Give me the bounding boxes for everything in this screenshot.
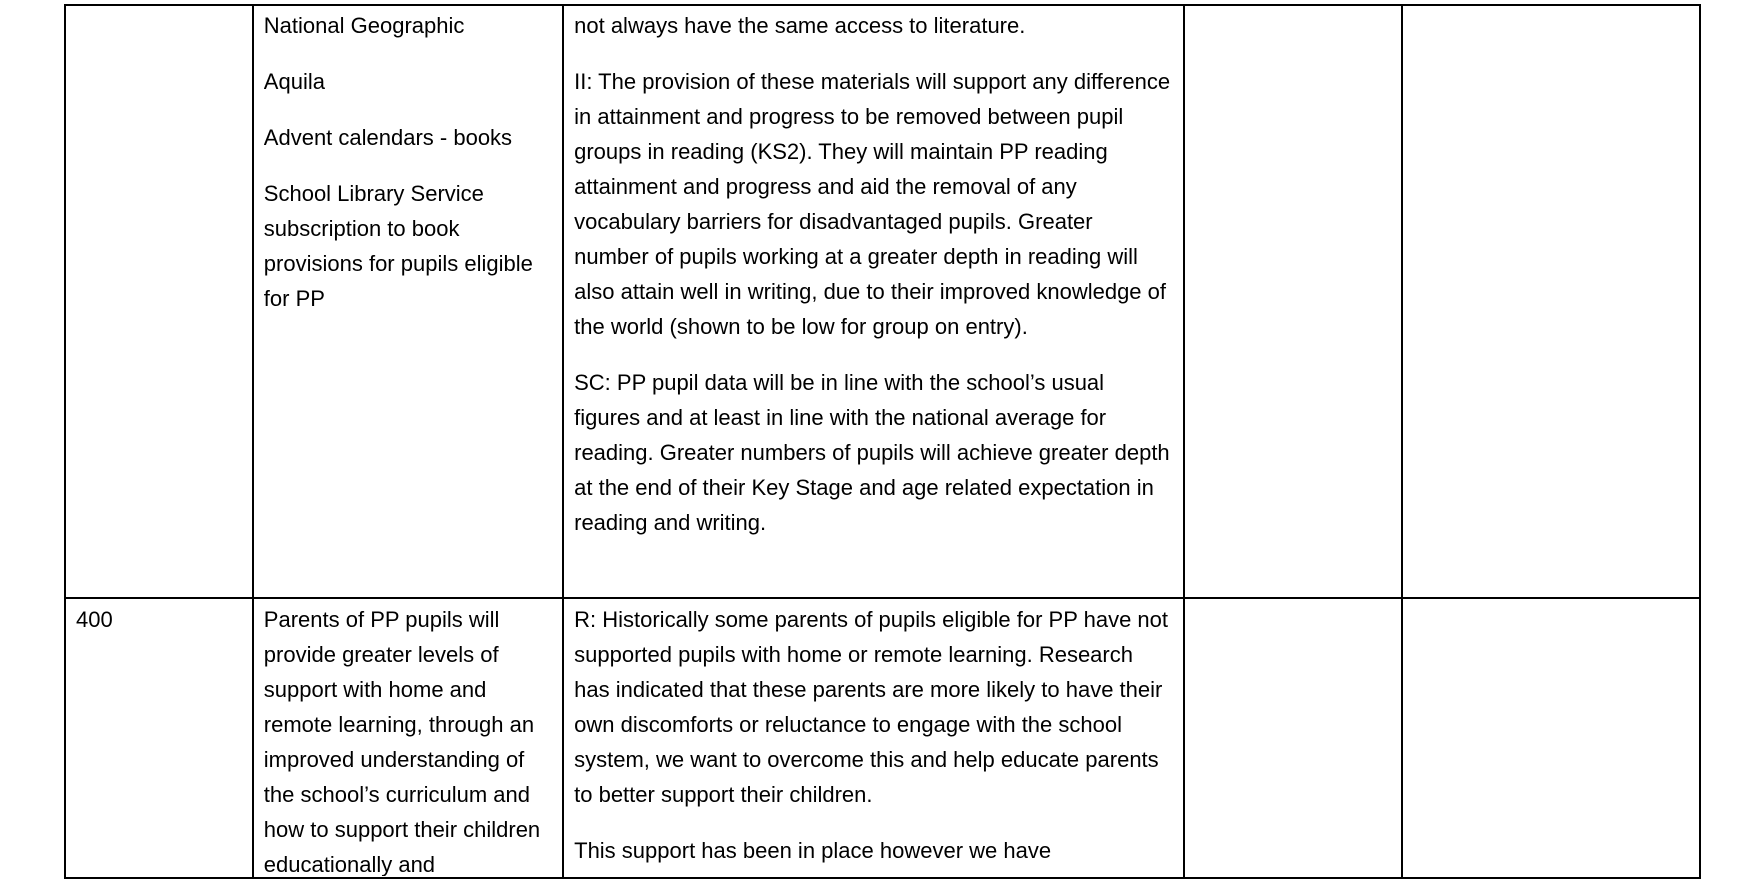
activity-text: Parents of PP pupils will provide greater levels of support with home and remote learning, through an improved understanding of the school’s curriculum and how to support their children educationally and [263,607,541,876]
empty-cell [1184,5,1402,598]
activity-item: Advent calendars - books [263,125,513,150]
activity-item: Aquila [263,69,325,94]
rationale-paragraph: SC: PP pupil data will be in line with the school’s usual figures and at least in line with the national average for reading. Greater numbers of pupils will achieve greater depth at the end of their Key Stage and age related expectation in reading and writing. [574,370,1170,535]
activity-cell [253,598,563,878]
cell-value [1413,602,1689,876]
cost-cell [65,5,253,598]
rationale-cell [563,598,1184,878]
activity-item: National Geographic [263,13,465,38]
rationale-paragraph: II: The provision of these materials will support any difference in attainment and progress to be removed between pupil groups in reading (KS2). They will maintain PP reading attainment and progress and aid the removal of any vocabulary barriers for disadvantaged pupils. Greater number of pupils working at a greater depth in reading will also attain well in writing, due to their improved knowledge of the world (shown to be low for group on entry). [574,69,1171,339]
rationale-paragraph: R: Historically some parents of pupils eligible for PP have not supported pupils with home or remote learning. Research has indicated that these parents are more likely to have their own discomforts or reluctance to engage with the school system, we want to overcome this and help educate parents to better support their children. [574,607,1169,807]
cost-value: 400 [76,607,113,632]
cost-cell [65,598,253,878]
table-row [65,5,1700,598]
cell-value [1195,8,1391,596]
cost-value [76,8,242,596]
cell-value [1413,8,1689,596]
empty-cell [1402,5,1700,598]
empty-cell [1402,598,1700,878]
table-row [65,598,1700,878]
rationale-cell [563,5,1184,598]
activity-cell [253,5,563,598]
rationale-paragraph: This support has been in place however we have [574,838,1052,863]
empty-cell [1184,598,1402,878]
pupil-premium-table [64,4,1701,879]
activity-item: School Library Service subscription to book provisions for pupils eligible for PP [263,181,533,311]
cell-value [1195,602,1391,876]
rationale-paragraph: not always have the same access to literature. [574,13,1026,38]
